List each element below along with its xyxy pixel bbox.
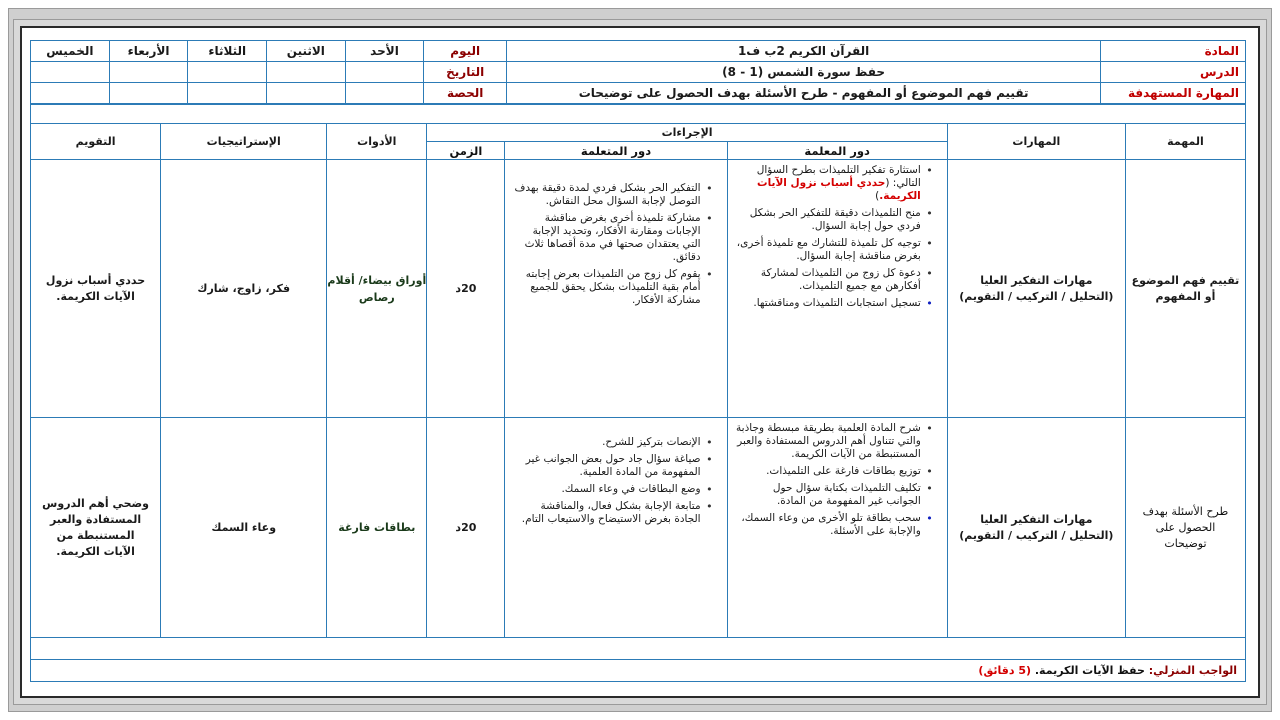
homework-value: حفظ الآيات الكريمة.	[1034, 664, 1145, 677]
student-role-list	[505, 178, 726, 315]
task-cell: تقييم فهم الموضوع أو المفهوم	[1125, 160, 1245, 418]
teacher-role-list	[728, 418, 947, 546]
col-strategies: الإستراتيجيات	[161, 124, 327, 160]
skills-cell: مهارات التفكير العليا (التحليل / التركيب / التقويم)	[947, 418, 1125, 638]
day-label: اليوم	[424, 41, 507, 62]
day-thursday: الخميس	[31, 41, 110, 62]
day-monday: الاثنين	[267, 41, 346, 62]
teacher-role-cell	[727, 160, 947, 418]
list-item: • منح التلميذات دقيقة للتفكير الحر بشكل فردي حول إجابة السؤال.	[736, 207, 933, 233]
col-task: المهمة	[1125, 124, 1245, 160]
student-role-list	[505, 432, 726, 534]
list-item: • صياغة سؤال جاد حول بعض الجوانب غير المفهومة من المادة العلمية.	[513, 453, 712, 479]
strategies-cell: وعاء السمك	[161, 418, 327, 638]
date-cell-5	[31, 62, 110, 83]
col-student-role: دور المتعلمة	[505, 142, 727, 160]
period-cell-1	[345, 83, 424, 104]
tools-cell: أوراق بيضاء/ أقلام رصاص	[327, 160, 427, 418]
list-item: • تسجيل استجابات التلميذات ومناقشتها.	[736, 297, 933, 310]
task-cell: طرح الأسئلة بهدف الحصول على توضيحات	[1125, 418, 1245, 638]
period-cell-4	[109, 83, 188, 104]
skill-label: المهارة المستهدفة	[1101, 83, 1246, 104]
day-tuesday: الثلاثاء	[188, 41, 267, 62]
teacher-role-list	[728, 160, 947, 318]
day-wednesday: الأربعاء	[109, 41, 188, 62]
time-cell: 20د	[427, 160, 505, 418]
student-role-cell	[505, 418, 727, 638]
tools-cell: بطاقات فارغة	[327, 418, 427, 638]
list-item: • التفكير الحر بشكل فردي لمدة دقيقة بهدف التوصل لإجابة السؤال محل النقاش.	[513, 182, 712, 208]
period-cell-5	[31, 83, 110, 104]
col-tools: الأدوات	[327, 124, 427, 160]
strategies-cell: فكر، زاوج، شارك	[161, 160, 327, 418]
day-sunday: الأحد	[345, 41, 424, 62]
list-item: • مشاركة تلميذة أخرى بغرض مناقشة الإجابات ومقارنة الأفكار، وتحديد الإجابة التي يعتقدان صحتها في مدة أقصاها ثلاث دقائق.	[513, 212, 712, 264]
date-cell-3	[188, 62, 267, 83]
evaluation-cell: حددي أسباب نزول الآيات الكريمة.	[31, 160, 161, 418]
evaluation-cell: وضحي أهم الدروس المستفادة والعبر المستنبطة من الآيات الكريمة.	[31, 418, 161, 638]
period-label: الحصة	[424, 83, 507, 104]
list-item: • تكليف التلميذات بكتابة سؤال حول الجوانب غير المفهومة من المادة.	[736, 482, 933, 508]
list-item: • متابعة الإجابة بشكل فعال، والمناقشة الجادة بغرض الاستيضاح والاستيعاب التام.	[513, 500, 712, 526]
lesson-label: الدرس	[1101, 62, 1246, 83]
list-item: • استثارة تفكير التلميذات بطرح السؤال التالي: (حددي أسباب نزول الآيات الكريمة.)	[736, 164, 933, 203]
list-item: • وضع البطاقات في وعاء السمك.	[513, 483, 712, 496]
lesson-value: حفظ سورة الشمس (1 - 8)	[507, 62, 1101, 83]
list-item: • سحب بطاقة تلو الأخرى من وعاء السمك، والإجابة على الأسئلة.	[736, 512, 933, 538]
list-item: • الإنصات بتركيز للشرح.	[513, 436, 712, 449]
skills-cell: مهارات التفكير العليا (التحليل / التركيب / التقويم)	[947, 160, 1125, 418]
list-item: • توجيه كل تلميذة للتشارك مع تلميذة أخرى، بغرض مناقشة إجابة السؤال.	[736, 237, 933, 263]
list-item: • دعوة كل زوج من التلميذات لمشاركة أفكارهن مع جميع التلميذات.	[736, 267, 933, 293]
col-skills: المهارات	[947, 124, 1125, 160]
homework-label: الواجب المنزلي:	[1148, 664, 1237, 677]
list-item: • يقوم كل زوج من التلميذات بعرض إجابته أمام بقية التلميذات بشكل يحقق للجميع مشاركة الأفكار.	[513, 268, 712, 307]
homework-time: (5 دقائق)	[978, 664, 1031, 677]
student-role-cell	[505, 160, 727, 418]
time-cell: 20د	[427, 418, 505, 638]
date-label: التاريخ	[424, 62, 507, 83]
homework-row	[31, 660, 1246, 682]
teacher-role-cell	[727, 418, 947, 638]
blank-row	[31, 638, 1246, 660]
lesson-header-table	[30, 40, 1246, 104]
period-cell-3	[188, 83, 267, 104]
period-cell-2	[267, 83, 346, 104]
list-item: • توزيع بطاقات فارغة على التلميذات.	[736, 465, 933, 478]
col-time: الزمن	[427, 142, 505, 160]
procedures-table	[30, 104, 1246, 682]
spacer-row	[31, 105, 1246, 124]
skill-value: تقييم فهم الموضوع أو المفهوم - طرح الأسئلة بهدف الحصول على توضيحات	[507, 83, 1101, 104]
date-cell-4	[109, 62, 188, 83]
subject-value: القرآن الكريم 2ب ف1	[507, 41, 1101, 62]
date-cell-2	[267, 62, 346, 83]
col-evaluation: التقويم	[31, 124, 161, 160]
list-item: • شرح المادة العلمية بطريقة مبسطة وجاذبة والتي تتناول أهم الدروس المستفادة والعبر المستنبطة من الآيات الكريمة.	[736, 422, 933, 461]
col-procedures: الإجراءات	[427, 124, 947, 142]
subject-label: المادة	[1101, 41, 1246, 62]
date-cell-1	[345, 62, 424, 83]
col-teacher-role: دور المعلمة	[727, 142, 947, 160]
